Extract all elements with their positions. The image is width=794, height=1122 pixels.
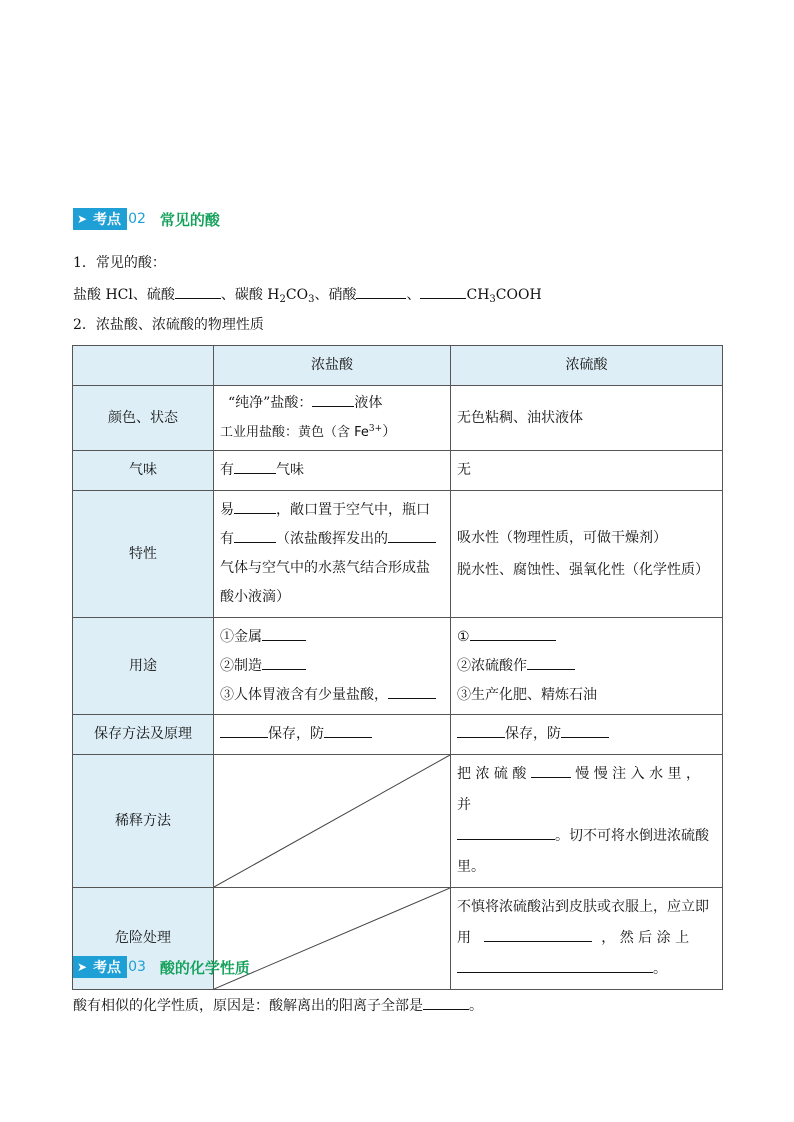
row-label: 稀释方法 — [73, 755, 214, 888]
table-header-row — [73, 346, 723, 386]
blank[interactable] — [527, 655, 575, 670]
properties-table — [72, 345, 723, 990]
row-label: 危险处理 — [73, 888, 214, 990]
table-cell: 不慎将浓硫酸沾到皮肤或衣服上，应立即 用 ， 然 后 涂 上 。 — [451, 888, 723, 990]
blank[interactable] — [388, 528, 436, 543]
table-cell: 保存，防 — [451, 715, 723, 755]
blank[interactable] — [262, 626, 306, 641]
table-row — [73, 755, 723, 888]
section-header-03 — [73, 956, 250, 978]
blank[interactable] — [423, 995, 469, 1010]
blank[interactable] — [312, 392, 354, 407]
blank[interactable] — [388, 684, 436, 699]
table-row — [73, 386, 723, 451]
table-cell: ① ②浓硫酸作 ③生产化肥、精炼石油 — [451, 618, 723, 715]
blank[interactable] — [324, 723, 372, 738]
blank[interactable] — [234, 499, 276, 514]
table-row — [73, 715, 723, 755]
blank[interactable] — [457, 825, 555, 840]
row-label: 用途 — [73, 618, 214, 715]
arrow-icon: ➤ — [77, 960, 88, 974]
table-cell: 把 浓 硫 酸 慢 慢 注 入 水 里 ， 并 。切不可将水倒进浓硫酸 里。 — [451, 755, 723, 888]
blank[interactable] — [531, 763, 571, 778]
header-cell: 浓硫酸 — [451, 346, 723, 386]
blank[interactable] — [234, 459, 276, 474]
section-number: 03 — [128, 959, 146, 975]
table-row — [73, 618, 723, 715]
table-cell: 无 — [451, 451, 723, 491]
blank[interactable] — [470, 626, 556, 641]
blank[interactable] — [356, 284, 406, 299]
row-label: 气味 — [73, 451, 214, 491]
table-row — [73, 451, 723, 491]
item-2-heading: 2．浓盐酸、浓硫酸的物理性质 — [73, 317, 264, 333]
row-label: 特性 — [73, 491, 214, 618]
section-title: 常见的酸 — [159, 210, 220, 229]
arrow-icon: ➤ — [77, 212, 88, 226]
section-badge: ➤ 考点 — [73, 208, 127, 230]
header-cell: 浓盐酸 — [214, 346, 451, 386]
table-cell: 有 气味 — [214, 451, 451, 491]
blank[interactable] — [561, 723, 609, 738]
blank[interactable] — [420, 284, 466, 299]
section-number: 02 — [128, 211, 146, 227]
table-cell: 吸水性（物理性质，可做干燥剂） 脱水性、腐蚀性、强氧化性（化学性质） — [451, 491, 723, 618]
table-cell: “纯净”盐酸： 液体 工业用盐酸：黄色（含 $Fe^{3+}$） — [214, 386, 451, 451]
table-row — [73, 491, 723, 618]
diagonal-cell — [214, 755, 451, 888]
blank[interactable] — [457, 958, 653, 973]
table-cell: 易 ，敞口置于空气中，瓶口 有 （浓盐酸挥发出的 气体与空气中的水蒸气结合形成盐 酸小液滴） — [214, 491, 451, 618]
blank[interactable] — [484, 927, 592, 942]
table-cell: ①金属 ②制造 ③人体胃液含有少量盐酸， — [214, 618, 451, 715]
row-label: 颜色、状态 — [73, 386, 214, 451]
acid-reason-line: 酸有相似的化学性质，原因是：酸解离出的阳离子全部是 。 — [73, 995, 483, 1015]
diagonal-line — [214, 755, 450, 887]
acid-list: 盐酸 HCl、硫酸 、碳酸 $H_2CO_3$、硝酸 、 $CH_3COOH$ — [73, 284, 542, 305]
blank[interactable] — [175, 284, 221, 299]
blank[interactable] — [457, 723, 505, 738]
blank[interactable] — [262, 655, 306, 670]
header-cell — [73, 346, 214, 386]
section-badge: ➤ 考点 — [73, 956, 127, 978]
section-header-02 — [73, 208, 220, 230]
row-label: 保存方法及原理 — [73, 715, 214, 755]
blank[interactable] — [234, 528, 276, 543]
blank[interactable] — [220, 723, 268, 738]
table-cell: 无色粘稠、油状液体 — [451, 386, 723, 451]
table-cell: 保存，防 — [214, 715, 451, 755]
section-title: 酸的化学性质 — [159, 958, 250, 977]
item-1-heading: 1．常见的酸： — [73, 255, 166, 271]
